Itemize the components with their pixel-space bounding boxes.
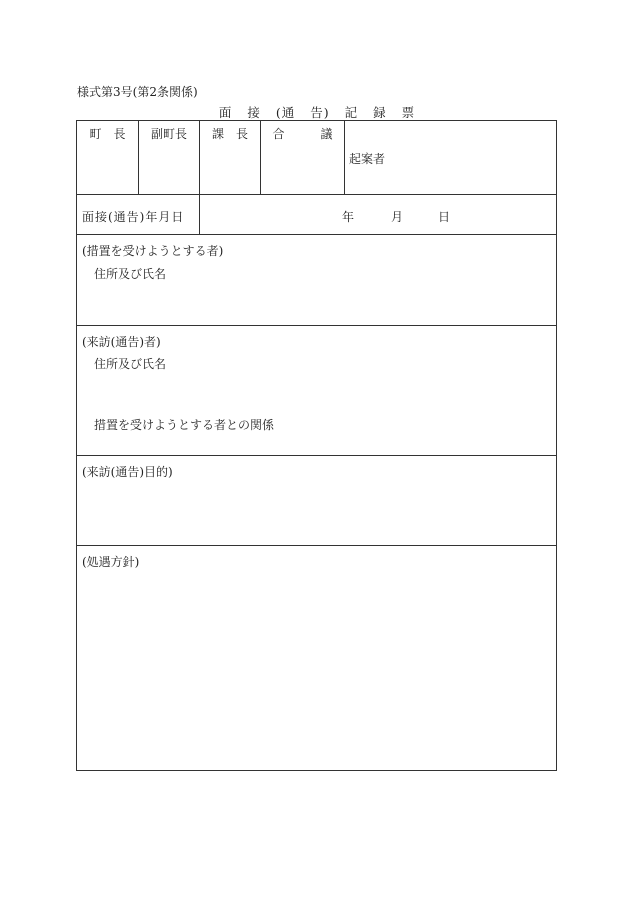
- divider: [77, 455, 556, 456]
- visitor-name-label: 住所及び氏名: [94, 357, 167, 371]
- drafter-label: 起案者: [349, 152, 386, 166]
- policy-heading: (処遇方針): [82, 555, 140, 569]
- approval-council-label: 合 議: [272, 127, 333, 141]
- year-label: 年: [342, 210, 355, 224]
- divider: [77, 234, 556, 235]
- divider: [77, 325, 556, 326]
- title-part: 記: [344, 105, 359, 120]
- title-part: 録: [373, 105, 387, 120]
- date-row-label: 面接(通告)年月日: [82, 210, 185, 224]
- divider: [77, 545, 556, 546]
- title-part: 面: [218, 105, 233, 120]
- divider: [199, 194, 200, 234]
- approval-section-chief-label: 課 長: [211, 127, 248, 141]
- subject-heading: (措置を受けようとする者): [82, 244, 224, 258]
- divider: [344, 121, 345, 194]
- visitor-heading: (来訪(通告)者): [82, 335, 161, 349]
- divider: [77, 194, 556, 195]
- title-part: 票: [401, 105, 416, 120]
- title-part: 接: [247, 105, 261, 120]
- approval-deputy-chief-label: 副町長: [150, 127, 187, 141]
- title-part: 告): [310, 105, 330, 120]
- approval-chief-label: 町 長: [89, 127, 126, 141]
- month-label: 月: [391, 210, 404, 224]
- subject-name-label: 住所及び氏名: [94, 267, 167, 281]
- form-title: [77, 103, 557, 121]
- record-form-table: [76, 120, 557, 771]
- day-label: 日: [438, 210, 451, 224]
- purpose-heading: (来訪(通告)目的): [82, 465, 173, 479]
- title-part: (通: [275, 105, 296, 120]
- visitor-relation-label: 措置を受けようとする者との関係: [94, 418, 275, 432]
- form-number-label: 様式第3号(第2条関係): [77, 85, 198, 99]
